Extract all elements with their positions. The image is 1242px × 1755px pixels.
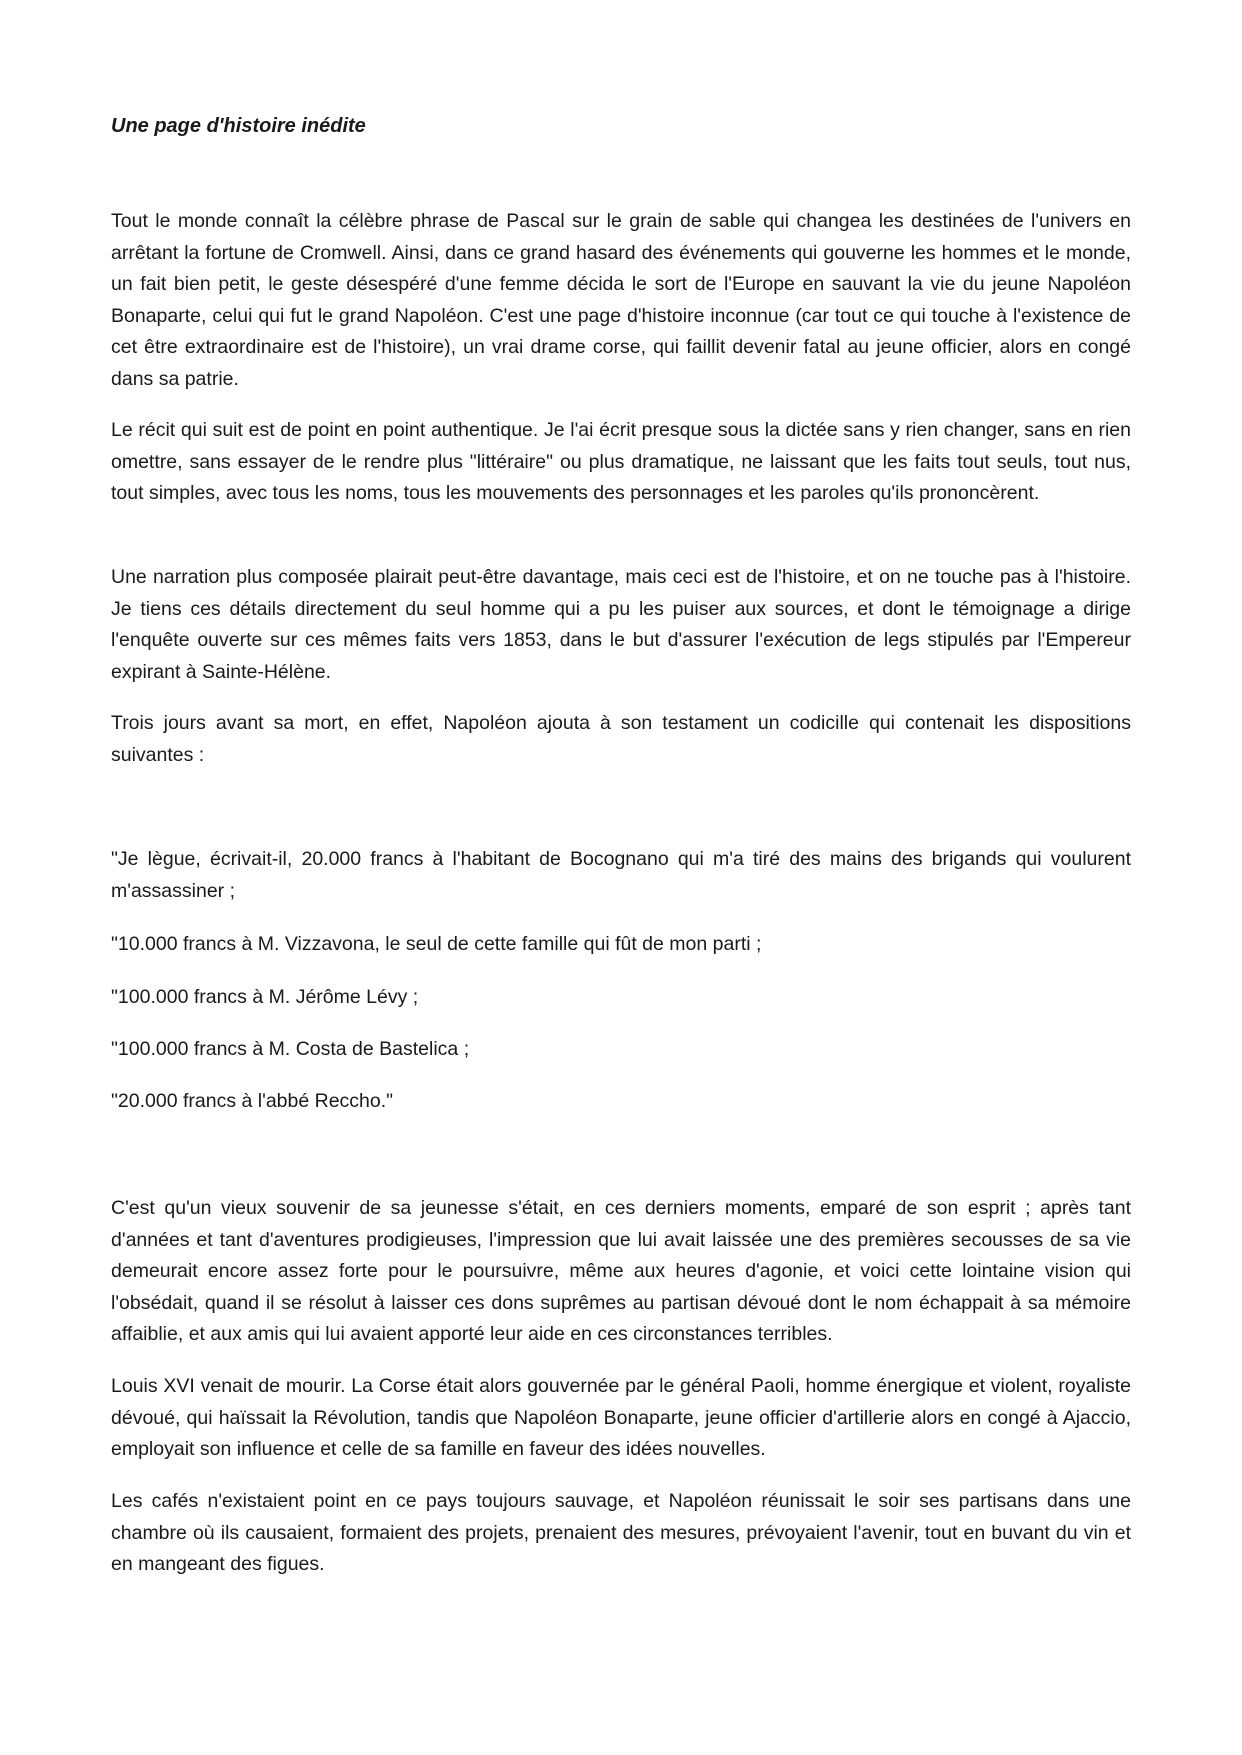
paragraph-pascal: Tout le monde connaît la célèbre phrase de Pascal sur le grain de sable qui changea les destinées de l'univers en arrêtant la fortune de Cromwell. Ainsi, dans ce grand hasard des événements qui gouverne les hommes et le monde, un fait bien petit, le geste désespéré d'une femme décida le sort de l'Europe en sauvant la vie du jeune Napoléon Bonaparte, celui qui fut le grand Napoléon. C'est une page d'histoire inconnue (car tout ce qui touche à l'existence de cet être extraordinaire est de l'histoire), un vrai drame corse, qui faillit devenir fatal au jeune officier, alors en congé dans sa patrie. (111, 210, 1131, 390)
paragraph-louis-xvi: Louis XVI venait de mourir. La Corse était alors gouvernée par le général Paoli, homme énergique et violent, royaliste dévoué, qui haïssait la Révolution, tandis que Napoléon Bonaparte, jeune officier d'artillerie alors en congé à Ajaccio, employait son influence et celle de sa famille en faveur des idées nouvelles. (111, 1375, 1131, 1461)
paragraph-cafes: Les cafés n'existaient point en ce pays toujours sauvage, et Napoléon réunissait le soir ses partisans dans une chambre où ils causaient, formaient des projets, prenaient des mesures, prévoyaient l'avenir, tout en buvant du vin et en mangeant des figues. (111, 1490, 1131, 1576)
bequest-item: "Je lègue, écrivait-il, 20.000 francs à l'habitant de Bocognano qui m'a tiré des mains des brigands qui voulurent m'assassiner ; (111, 848, 1131, 902)
paragraph-narration: Une narration plus composée plairait peut-être davantage, mais ceci est de l'histoire, et on ne touche pas à l'histoire. Je tiens ces détails directement du seul homme qui a pu les puiser aux sources, et dont le témoignage a dirige l'enquête ouverte sur ces mêmes faits vers 1853, dans le but d'assurer l'exécution de legs stipulés par l'Empereur expirant à Sainte-Hélène. (111, 566, 1131, 683)
document-title: Une page d'histoire inédite (111, 115, 366, 137)
bequest-item: "100.000 francs à M. Jérôme Lévy ; (111, 986, 419, 1008)
bequest-item: "10.000 francs à M. Vizzavona, le seul de cette famille qui fût de mon parti ; (111, 933, 762, 955)
paragraph-codicille: Trois jours avant sa mort, en effet, Napoléon ajouta à son testament un codicille qui contenait les dispositions suivantes : (111, 712, 1131, 766)
bequest-item: "100.000 francs à M. Costa de Bastelica ; (111, 1038, 470, 1060)
bequest-item: "20.000 francs à l'abbé Reccho." (111, 1090, 394, 1112)
paragraph-recit: Le récit qui suit est de point en point authentique. Je l'ai écrit presque sous la dictée sans y rien changer, sans en rien omettre, sans essayer de le rendre plus "littéraire" ou plus dramatique, ne laissant que les faits tout seuls, tout nus, tout simples, avec tous les noms, tous les mouvements des personnages et les paroles qu'ils prononcèrent. (111, 419, 1131, 505)
paragraph-souvenir: C'est qu'un vieux souvenir de sa jeunesse s'était, en ces derniers moments, emparé de son esprit ; après tant d'années et tant d'aventures prodigieuses, l'impression que lui avait laissée une des premières secousses de sa vie demeurait encore assez forte pour le poursuivre, même aux heures d'agonie, et voici cette lointaine vision qui l'obsédait, quand il se résolut à laisser ces dons suprêmes au partisan dévoué dont le nom échappait à sa mémoire affaiblie, et aux amis qui lui avaient apporté leur aide en ces circonstances terribles. (111, 1197, 1131, 1346)
